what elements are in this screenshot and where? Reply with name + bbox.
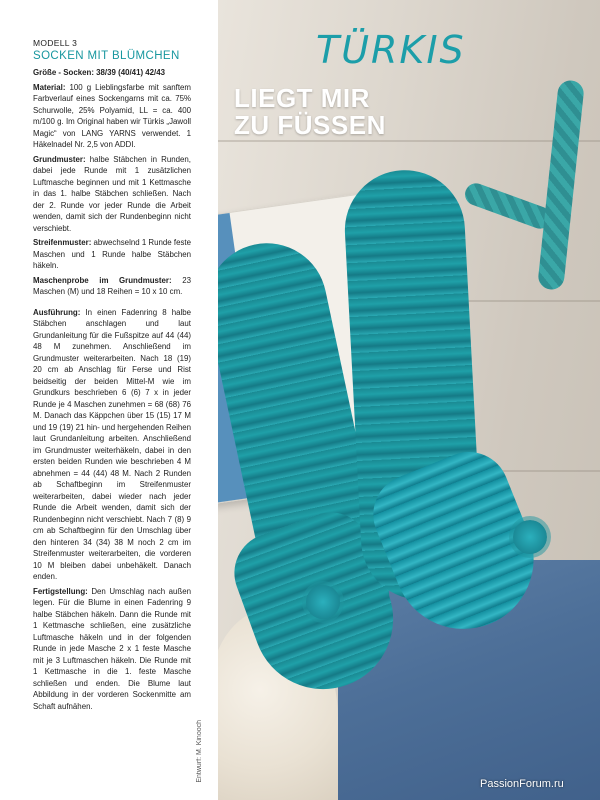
photo-credit: Entwurf: M. Kinooch [196,720,203,783]
yarn-strand [462,180,554,231]
size-value: 38/39 (40/41) 42/43 [93,68,166,77]
ausfuehrung-text: In einen Fadenring 8 halbe Stäbchen anschlagen und laut Grundanleitung für die Fußspitze auf 44 (44) 48 M zunehmen. Anschließend im Grundmuster weiterarbeiten. Nach 18 (19) 20 cm ab Anschlag für Ferse und Rist beidseitig der beiden Mittel-M wie im Grundkurs beschrieben 6 (6) 7 x in jeder Runde je 4 Maschen zunehmen = 68 (68) 76 M. Danach das Käppchen über 15 (15) 17 M und 19 (19) 21 hin- und hergehenden Reihen laut Grundanleitung arbeiten. Anschließend im Grundmuster weiterhäkeln, dabei in den ersten beiden Runden wie beschrieben 4 M abnehmen = 44 (44) 48 M. Nach 2 Runden ab Schaftbeginn im Streifenmuster weiterarbeiten, dabei wieder nach jeder Runde die Arbeit wenden, damit sich der Rundenbeginn nicht verschiebt. Nach 7 (8) 9 cm ab Schaftbeginn für den Umschlag über den hinteren 34 (34) 38 M noch 2 cm im Streifenmuster weiterarbeiten, die vorderen 10 M bleiben dabei unbehäkelt. Danach enden. [33,307,191,581]
streifen-paragraph [33,237,191,272]
fertigstellung-paragraph [33,586,191,713]
grundmuster-label: Grundmuster: [33,154,86,164]
yarn-strand [537,79,585,291]
streifen-label: Streifenmuster: [33,238,92,247]
headline-sub-line2: ZU FÜSSEN [234,110,386,140]
maschenprobe-label: Maschenprobe im Grundmuster: [33,275,172,285]
flower-right [513,520,547,554]
material-paragraph [33,82,191,151]
size-paragraph [33,67,191,79]
fertigstellung-text: Den Umschlag nach außen legen. Für die Blume in einen Fadenring 9 halbe Stäbchen häkeln. Dann die Runde mit 1 Kettmasche schließen, eine zusätzliche Luftmasche häkeln und in der folgenden Runde in jede Masche 2 x 1 feste Masche mit je 3 Luftmaschen häkeln. Die Runde mit 1 Kettmasche in die 1. feste Masche schließen und enden. Die Blume laut Abbildung in der vorderen Sockenmitte am Schaft aufnähen. [33,586,191,711]
flower-left [306,585,340,619]
material-label: Material: [33,82,66,92]
instructions-column [33,38,191,715]
maschenprobe-text: 23 Maschen (M) und 18 Reihen = 10 x 10 cm. [33,275,191,296]
headline-main: TÜRKIS [316,28,466,72]
size-label: Größe - Socken: [33,68,94,77]
article-title: SOCKEN MIT BLÜMCHEN [33,49,180,62]
ausfuehrung-paragraph [33,307,191,583]
material-text: 100 g Lieblingsfarbe mit sanftem Farbverlauf eines Sockengarns mit ca. 75% Schurwolle, 25% Polyamid, LL = ca. 400 m/100 g. Im Original haben wir Türkis „Jawoll Magic“ von LANG YARNS verwendet. 1 Häkelnadel Nr. 2,5 von ADDI. [33,82,191,149]
fertigstellung-label: Fertigstellung: [33,586,88,596]
site-watermark: PassionForum.ru [480,778,564,790]
grundmuster-text: halbe Stäbchen in Runden, dabei jede Runde mit 1 zusätzlichen Luftmasche beginnen und mit 1 Kettmasche in das 1. halbe Stäbchen schließen. Nach der 2. Runde vor jeder Runde die Arbeit wenden, damit sich der Rundenbeginn nicht verschiebt. [33,154,191,233]
headline-sub-line1: LIEGT MIR [234,83,370,113]
maschenprobe-paragraph [33,275,191,298]
model-number: MODELL 3 [33,38,78,48]
grundmuster-paragraph [33,154,191,235]
ausfuehrung-label: Ausführung: [33,307,81,317]
headline-sub [234,85,434,139]
streifen-text: abwechselnd 1 Runde feste Maschen und 1 Runde halbe Stäbchen häkeln. [33,238,191,270]
